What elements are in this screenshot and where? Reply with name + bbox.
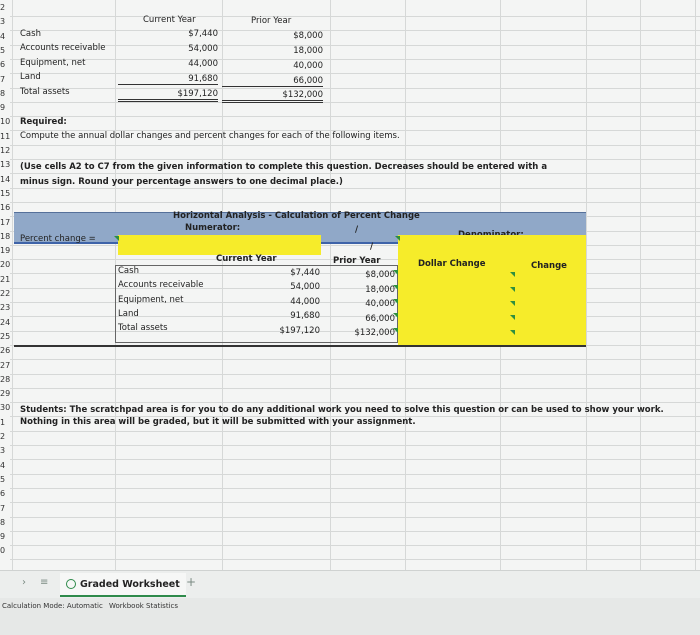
cell-label[interactable]: Total assets bbox=[20, 87, 70, 97]
cell-indicator-icon bbox=[393, 285, 398, 290]
cell-current[interactable]: 44,000 bbox=[188, 59, 218, 69]
cell-prior[interactable]: 66,000 bbox=[222, 76, 323, 87]
table-cell-label[interactable]: Cash bbox=[118, 266, 139, 276]
row-number[interactable]: 3 bbox=[0, 17, 6, 27]
row-number[interactable]: 23 bbox=[0, 303, 11, 313]
row-gridline bbox=[10, 517, 700, 518]
status-bar bbox=[0, 598, 700, 635]
col-prior-year: Prior Year bbox=[333, 256, 381, 266]
cell-current[interactable]: 54,000 bbox=[188, 44, 218, 54]
row-number[interactable]: 26 bbox=[0, 346, 11, 356]
row-number[interactable]: 6 bbox=[0, 60, 6, 70]
row-number[interactable]: 11 bbox=[0, 131, 11, 141]
row-number[interactable]: 25 bbox=[0, 331, 11, 341]
cell-indicator-icon bbox=[510, 315, 515, 320]
row-number[interactable]: 10 bbox=[0, 117, 11, 127]
row-gridline bbox=[10, 173, 700, 174]
column-gridline bbox=[695, 0, 696, 570]
cell-indicator-icon bbox=[510, 287, 515, 292]
cell-indicator-icon bbox=[393, 299, 398, 304]
col-change: Change bbox=[531, 261, 567, 271]
row-gridline bbox=[10, 445, 700, 446]
cell-error-indicator-icon bbox=[114, 236, 119, 241]
table-cell-current[interactable]: 44,000 bbox=[290, 297, 320, 307]
row-gridline bbox=[10, 359, 700, 360]
row-gridline bbox=[10, 145, 700, 146]
cell-current[interactable]: $197,120 bbox=[118, 89, 218, 102]
cell-label[interactable]: Land bbox=[20, 72, 41, 82]
row-gridline bbox=[10, 559, 700, 560]
row-number[interactable]: 13 bbox=[0, 160, 11, 170]
table-cell-prior[interactable]: 18,000 bbox=[365, 285, 395, 295]
row-number[interactable]: 18 bbox=[0, 231, 11, 241]
sheet-tab-bar bbox=[0, 570, 700, 599]
row-number[interactable]: 2 bbox=[0, 432, 6, 441]
table-bottom-rule bbox=[14, 345, 586, 347]
scratchpad-note-1: Students: The scratchpad area is for you to do any additional work you need to solve this question or can be used to show your work. bbox=[20, 405, 664, 415]
calculation-mode-status: Calculation Mode: Automatic bbox=[2, 602, 103, 610]
analysis-title: Horizontal Analysis - Calculation of Percent Change bbox=[173, 211, 420, 221]
row-number[interactable]: 29 bbox=[0, 389, 11, 399]
table-cell-current[interactable]: 91,680 bbox=[290, 311, 320, 321]
row-gridline bbox=[10, 374, 700, 375]
cell-prior[interactable]: 18,000 bbox=[293, 46, 323, 56]
cell-indicator-icon bbox=[393, 328, 398, 333]
row-number[interactable]: 16 bbox=[0, 203, 11, 213]
cell-indicator-icon bbox=[510, 272, 515, 277]
instruction-line-1: (Use cells A2 to C7 from the given information to complete this question. Decreases should be entered with a bbox=[20, 162, 548, 172]
cell-label[interactable]: Accounts receivable bbox=[20, 43, 106, 53]
row-gridline bbox=[10, 245, 700, 246]
table-cell-label[interactable]: Equipment, net bbox=[118, 295, 184, 305]
cell-current[interactable]: $7,440 bbox=[188, 29, 218, 39]
cell-indicator-icon bbox=[393, 270, 398, 275]
table-cell-prior[interactable]: $132,000 bbox=[354, 328, 395, 338]
row-gridline bbox=[10, 30, 700, 31]
column-gridline bbox=[12, 0, 13, 570]
col-current-year: Current Year bbox=[216, 254, 277, 264]
table-cell-current[interactable]: $7,440 bbox=[290, 268, 320, 278]
table-cell-prior[interactable]: 40,000 bbox=[365, 299, 395, 309]
table-cell-current[interactable]: $197,120 bbox=[279, 326, 320, 336]
table-cell-current[interactable]: 54,000 bbox=[290, 282, 320, 292]
slash-1: / bbox=[355, 225, 359, 235]
cell-prior[interactable]: $8,000 bbox=[293, 31, 323, 41]
row-number[interactable]: 17 bbox=[0, 217, 11, 227]
cell-error-indicator-icon bbox=[395, 236, 400, 241]
row-number[interactable]: 0 bbox=[0, 546, 6, 556]
row-gridline bbox=[10, 388, 700, 389]
row-number[interactable]: 28 bbox=[0, 374, 11, 384]
col-dollar-change: Dollar Change bbox=[418, 259, 486, 269]
row-number[interactable]: 9 bbox=[0, 532, 6, 542]
row-gridline bbox=[10, 88, 700, 89]
row-number[interactable]: 3 bbox=[0, 446, 6, 456]
row-number[interactable]: 19 bbox=[0, 246, 11, 256]
row-gridline bbox=[10, 16, 700, 17]
row-number[interactable]: 1 bbox=[0, 417, 6, 427]
row-gridline bbox=[10, 459, 700, 460]
instruction-line-2: minus sign. Round your percentage answers to one decimal place.) bbox=[20, 177, 343, 187]
header-prior-year: Prior Year bbox=[251, 16, 292, 26]
row-number[interactable]: 5 bbox=[0, 474, 6, 484]
row-number[interactable]: 8 bbox=[0, 517, 6, 527]
column-gridline bbox=[586, 0, 587, 570]
row-number[interactable]: 24 bbox=[0, 317, 11, 327]
cell-prior[interactable]: $132,000 bbox=[222, 90, 323, 103]
cell-indicator-icon bbox=[393, 313, 398, 318]
cell-label[interactable]: Equipment, net bbox=[20, 58, 86, 68]
row-gridline bbox=[10, 488, 700, 489]
sheet-tab-label: Graded Worksheet bbox=[80, 578, 180, 590]
required-label: Required: bbox=[20, 117, 67, 127]
table-cell-label[interactable]: Accounts receivable bbox=[118, 280, 204, 290]
table-cell-prior[interactable]: 66,000 bbox=[365, 314, 395, 324]
row-gridline bbox=[10, 102, 700, 103]
workbook-statistics-link[interactable]: Workbook Statistics bbox=[109, 602, 179, 610]
row-gridline bbox=[10, 73, 700, 74]
denominator-input[interactable] bbox=[398, 235, 586, 255]
row-gridline bbox=[10, 431, 700, 432]
cell-prior[interactable]: 40,000 bbox=[293, 61, 323, 71]
row-number[interactable]: 15 bbox=[0, 188, 11, 198]
cell-current[interactable]: 91,680 bbox=[118, 74, 218, 85]
row-number[interactable]: 14 bbox=[0, 174, 11, 184]
row-number[interactable]: 22 bbox=[0, 289, 11, 298]
header-current-year: Current Year bbox=[143, 15, 196, 25]
row-number[interactable]: 7 bbox=[0, 74, 6, 84]
row-number[interactable]: 27 bbox=[0, 360, 11, 370]
row-gridline bbox=[10, 202, 700, 203]
table-cell-label[interactable]: Total assets bbox=[118, 323, 168, 333]
row-number[interactable]: 2 bbox=[0, 3, 6, 12]
cell-label[interactable]: Cash bbox=[20, 29, 41, 39]
row-number[interactable]: 9 bbox=[0, 103, 6, 113]
row-gridline bbox=[10, 545, 700, 546]
row-gridline bbox=[10, 531, 700, 532]
percent-change-label: Percent change = bbox=[20, 234, 96, 244]
numerator-input[interactable] bbox=[118, 235, 321, 255]
row-gridline bbox=[10, 402, 700, 403]
row-gridline bbox=[10, 502, 700, 503]
add-sheet-button[interactable]: + bbox=[186, 575, 197, 589]
sheet-tab-graded-worksheet[interactable] bbox=[60, 573, 186, 597]
row-number[interactable]: 21 bbox=[0, 274, 11, 284]
row-gridline bbox=[10, 45, 700, 46]
row-gridline bbox=[10, 116, 700, 117]
table-cell-label[interactable]: Land bbox=[118, 309, 139, 319]
sheet-nav-icon[interactable]: › bbox=[22, 577, 26, 588]
row-number[interactable]: 7 bbox=[0, 503, 6, 513]
row-gridline bbox=[10, 159, 700, 160]
row-number[interactable]: 30 bbox=[0, 403, 11, 413]
lock-icon bbox=[66, 579, 76, 589]
scratchpad-note-2: Nothing in this area will be graded, but it will be submitted with your assignment. bbox=[20, 417, 416, 427]
cell-indicator-icon bbox=[510, 301, 515, 306]
table-cell-prior[interactable]: $8,000 bbox=[365, 270, 395, 280]
sheet-list-icon[interactable]: ≡ bbox=[40, 577, 49, 588]
row-number[interactable]: 4 bbox=[0, 460, 6, 470]
row-number[interactable]: 8 bbox=[0, 88, 6, 98]
required-text: Compute the annual dollar changes and percent changes for each of the following items. bbox=[20, 131, 400, 141]
row-gridline bbox=[10, 188, 700, 189]
row-number[interactable]: 12 bbox=[0, 146, 11, 155]
numerator-label: Numerator: bbox=[185, 223, 241, 233]
row-gridline bbox=[10, 474, 700, 475]
row-number[interactable]: 4 bbox=[0, 31, 6, 41]
slash-2: / bbox=[370, 242, 374, 252]
row-number[interactable]: 20 bbox=[0, 260, 11, 270]
column-gridline bbox=[640, 0, 641, 570]
row-number[interactable]: 6 bbox=[0, 489, 6, 499]
cell-indicator-icon bbox=[510, 330, 515, 335]
row-number[interactable]: 5 bbox=[0, 45, 6, 55]
row-gridline bbox=[10, 59, 700, 60]
